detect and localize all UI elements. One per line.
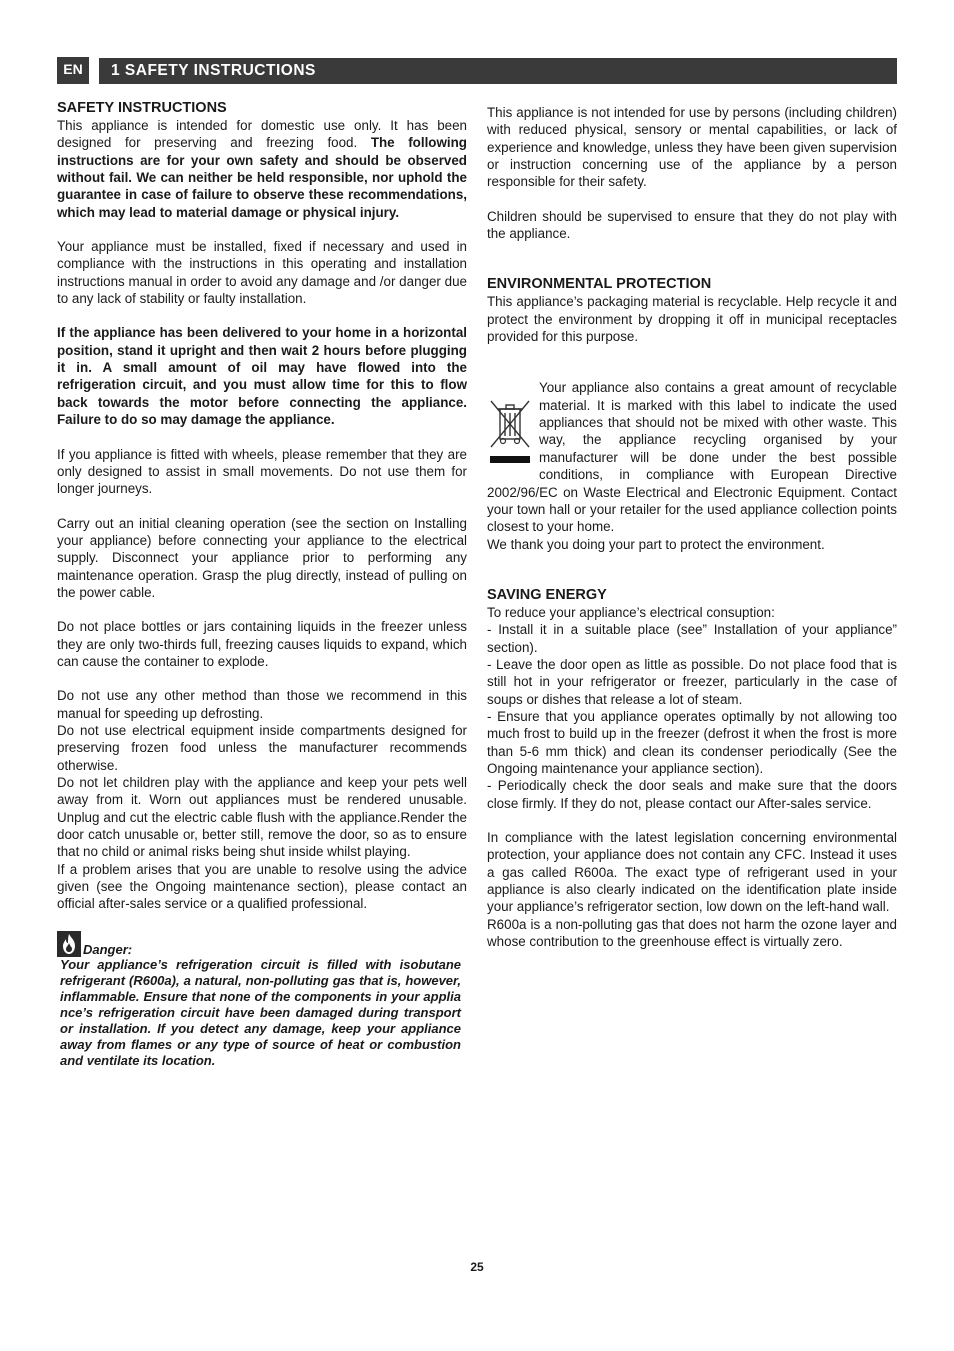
left-column [57,100,467,1069]
page-header [57,57,897,84]
page-number: 25 [470,1260,484,1274]
packaging-paragraph: This appliance’s packaging material is recyclable. Help recycle it and protect the environment by dropping it off in municipal receptacles provided for this purpose. [487,294,897,345]
energy-intro: To reduce your appliance’s electrical consuption: [487,604,775,620]
energy-tip-2: - Leave the door open as little as possible. Do not place food that is still hot in your refrigerator or freezer, particularly in the case of soups or dishes that release a lot of steam. [487,656,897,707]
danger-label: Danger: [83,941,133,957]
defrost-paragraph: Do not use any other method than those we recommend in this manual for speeding up defrosting. [57,688,467,721]
cfc-paragraph: In compliance with the latest legislation concerning environmental protection, your appliance does not contain any CFC. Instead it uses a gas called R600a. The exact type of refrigerant used in your appliance is also clearly indicated on the identification plate inside your appliance’s refrigerator section, low down on the left-hand wall. [487,830,897,915]
recycling-block [487,379,897,535]
energy-tip-4: - Periodically check the door seals and make sure that the doors close firmly. If they do not, please contact our After-sales service. [487,778,897,811]
section-heading-environment: ENVIRONMENTAL PROTECTION [487,276,712,293]
danger-header [57,931,467,957]
thanks-paragraph: We thank you doing your part to protect the environment. [487,536,825,552]
right-column [487,104,897,950]
danger-text: Your appliance’s refrigeration circuit is filled with isobutane refrigerant (R600a), a natural, non-polluting gas that is, however, inflammable. Ensure that none of the components in your applia nce’s refrigeration circuit have been damaged during transport or installation. If you detect any damage, keep your appliance away from flames or any type of source of heat or combustion and ventilate its location. [60,956,461,1068]
r600a-paragraph: R600a is a non-polluting gas that does not harm the ozone layer and whose contribution to the greenhouse effect is virtually zero. [487,916,897,950]
installation-paragraph: Your appliance must be installed, fixed if necessary and used in compliance with the instructions in this operating and installation instructions manual in order to avoid any damage and /or danger due to any lack of stability or faulty installation. [57,239,467,307]
section-heading-safety: SAFETY INSTRUCTIONS [57,100,227,116]
supervision-paragraph: Children should be supervised to ensure that they do not play with the appliance. [487,208,897,242]
delivery-warning-paragraph: If the appliance has been delivered to your home in a horizontal position, stand it upright and then wait 2 hours before plugging it in. A small amount of oil may have flowed into the refrigeration circuit, and you must allow time for this to flow back towards the motor before connecting the appliance. Failure to do so may damage the appliance. [57,325,467,428]
problem-paragraph: If a problem arises that you are unable to resolve using the advice given (see the Ongoing maintenance section), please contact an official after-sales service or a qualified professional. [57,861,467,912]
language-tag: EN [57,57,89,84]
children-paragraph: Do not let children play with the appliance and keep your pets well away from it. Worn out appliances must be rendered unusable. Unplug and cut the electric cable flush with the appliance.Render the door catch unusable or, better still, remove the door, so as to ensure that no child or animal risks being shut inside whilst playing. [57,775,467,860]
bottles-paragraph: Do not place bottles or jars containing liquids in the freezer unless they are only two-thirds full, freezing causes liquids to expand, which can cause the container to explode. [57,619,467,669]
intro-bold-text: The following instructions are for your own safety and should be observed without fail. We can neither be held responsible, nor uphold the guarantee in case of failure to observe these recommendations, which may lead to material damage or physical injury. [57,135,467,220]
section-heading-energy: SAVING ENERGY [487,586,607,603]
capabilities-paragraph: This appliance is not intended for use by persons (including children) with reduced physical, sensory or mental capabilities, or lack of experience and knowledge, unless they have been given supervision or instruction concerning use of the appliance by a person responsible for their safety. [487,105,897,190]
recyclable-material-paragraph: Your appliance also contains a great amount of recyclable material. It is marked with this label to indicate the used appliances that should not be mixed with other waste. This way, the appliance recycling organised by your manufacturer will be done under the best possible conditions, in compliance with European Directive 2002/96/EC on Waste Electrical and Electronic Equipment. Contact your town hall or your retailer for the used appliance collection points closest to your home. [487,380,897,535]
energy-tip-3: - Ensure that you appliance operates optimally by not allowing too much frost to build up in the freezer (defrost it when the frost is more than 5-6 mm thick) and clean its condenser periodically (See the Ongoing maintenance your appliance section). [487,708,897,776]
cleaning-paragraph: Carry out an initial cleaning operation (see the section on Installing your appliance) before connecting your appliance to the electrical supply. Disconnect your appliance prior to performing any maintenance operation. Grasp the plug directly, instead of pulling on the power cable. [57,515,467,600]
wheels-paragraph: If you appliance is fitted with wheels, please remember that they are only designed to assist in small movements. Do not use them for longer journeys. [57,446,467,497]
intro-text: This appliance is intended for domestic use only. It has been designed for preserving and freezing food. [57,118,467,151]
flame-warning-icon [57,931,81,957]
crossed-out-bin-icon [487,397,533,467]
intro-paragraph [57,117,467,221]
electrical-equipment-paragraph: Do not use electrical equipment inside compartments designed for preserving frozen food unless the manufacturer recommends otherwise. [57,722,467,773]
chapter-title: 1 SAFETY INSTRUCTIONS [99,58,897,84]
energy-tip-1: - Install it in a suitable place (see” Installation of your appliance” section). [487,622,897,655]
